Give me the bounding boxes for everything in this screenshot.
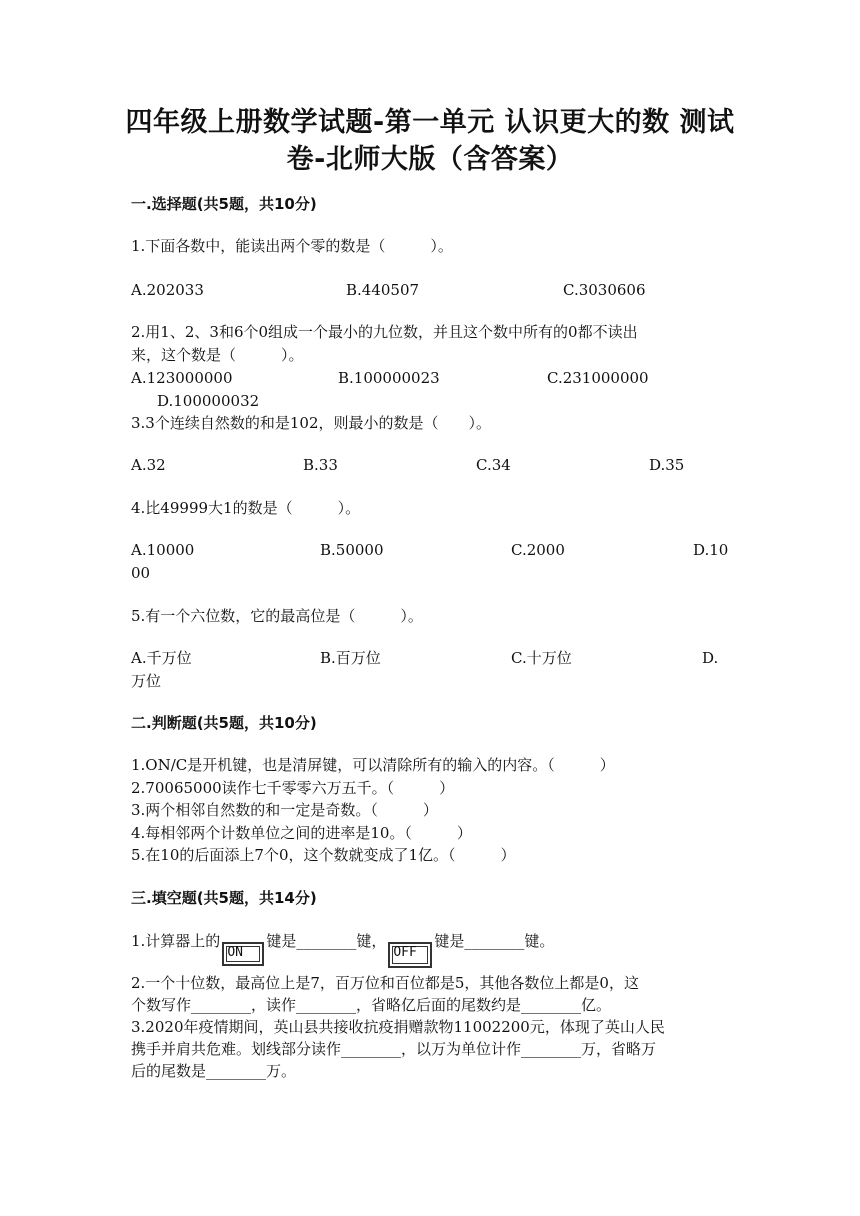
document-title	[120, 104, 740, 178]
q1-option-b: B.440507	[346, 281, 420, 299]
q4-option-a: A.10000	[131, 541, 195, 559]
fill-question-3-line3: 后的尾数是________万。	[131, 1062, 297, 1080]
q1-option-a: A.202033	[131, 281, 204, 299]
q3-option-b: B.33	[303, 456, 338, 474]
fill-question-2-line1: 2.一个十位数，最高位上是7，百万位和百位都是5，其他各数位上都是0，这	[131, 974, 639, 992]
q3-option-d: D.35	[649, 456, 685, 474]
question-3-text: 3.3个连续自然数的和是102，则最小的数是（ ）。	[131, 414, 491, 432]
section-heading-judgement: 二.判断题(共5题，共10分)	[131, 714, 317, 732]
off-key-icon: OFF	[388, 942, 432, 968]
q2-option-b: B.100000023	[338, 369, 440, 387]
q4-option-b: B.50000	[320, 541, 384, 559]
fill-question-3-line2: 携手并肩共危难。划线部分读作________，以万为单位计作________万，省略万	[131, 1040, 657, 1058]
fill-question-3-line1: 3.2020年疫情期间，英山县共接收抗疫捐赠款物11002200元，体现了英山人民	[131, 1018, 665, 1036]
q4-option-c: C.2000	[511, 541, 565, 559]
q2-option-a: A.123000000	[131, 369, 233, 387]
q5-option-d-wrap: 万位	[131, 672, 162, 690]
section-heading-choice: 一.选择题(共5题，共10分)	[131, 195, 317, 213]
question-2-text-line1: 2.用1、2、3和6个0组成一个最小的九位数，并且这个数中所有的0都不读出	[131, 323, 638, 341]
judgement-item-1: 1.ON/C是开机键，也是清屏键，可以清除所有的输入的内容。（ ）	[131, 756, 615, 774]
q5-option-b: B.百万位	[320, 649, 381, 667]
section-heading-fill: 三.填空题(共5题，共14分)	[131, 889, 317, 907]
judgement-item-2: 2.70065000读作七千零零六万五千。（ ）	[131, 779, 455, 797]
question-4-text: 4.比49999大1的数是（ ）。	[131, 499, 361, 517]
q5-option-a: A.千万位	[131, 649, 192, 667]
q5-option-c: C.十万位	[511, 649, 572, 667]
fill-question-1	[131, 930, 554, 968]
fill-q1-suffix: 键是________键。	[434, 932, 555, 950]
q4-option-d: D.10	[693, 541, 729, 559]
judgement-item-3: 3.两个相邻自然数的和一定是奇数。（ ）	[131, 801, 438, 819]
title-line-2: 卷-北师大版（含答案）	[286, 144, 574, 175]
fill-q1-prefix: 1.计算器上的	[131, 932, 221, 950]
q2-option-c: C.231000000	[547, 369, 649, 387]
title-line-1: 四年级上册数学试题-第一单元 认识更大的数 测试	[125, 107, 735, 138]
question-1-text: 1.下面各数中，能读出两个零的数是（ ）。	[131, 237, 453, 255]
q4-option-d-wrap: 00	[131, 564, 151, 582]
q2-option-d: D.100000032	[157, 392, 260, 410]
on-key-icon: ON	[222, 942, 264, 966]
question-2-text-line2: 来，这个数是（ ）。	[131, 346, 304, 364]
question-5-text: 5.有一个六位数，它的最高位是（ ）。	[131, 607, 423, 625]
judgement-item-5: 5.在10的后面添上7个0，这个数就变成了1亿。（ ）	[131, 846, 516, 864]
q1-option-c: C.3030606	[563, 281, 646, 299]
fill-q1-mid: 键是________键，	[266, 932, 387, 950]
q5-option-d: D.	[702, 649, 719, 667]
judgement-item-4: 4.每相邻两个计数单位之间的进率是10。（ ）	[131, 824, 472, 842]
q3-option-a: A.32	[131, 456, 166, 474]
fill-question-2-line2: 个数写作________，读作________，省略亿后面的尾数约是________亿。	[131, 996, 612, 1014]
q3-option-c: C.34	[476, 456, 511, 474]
